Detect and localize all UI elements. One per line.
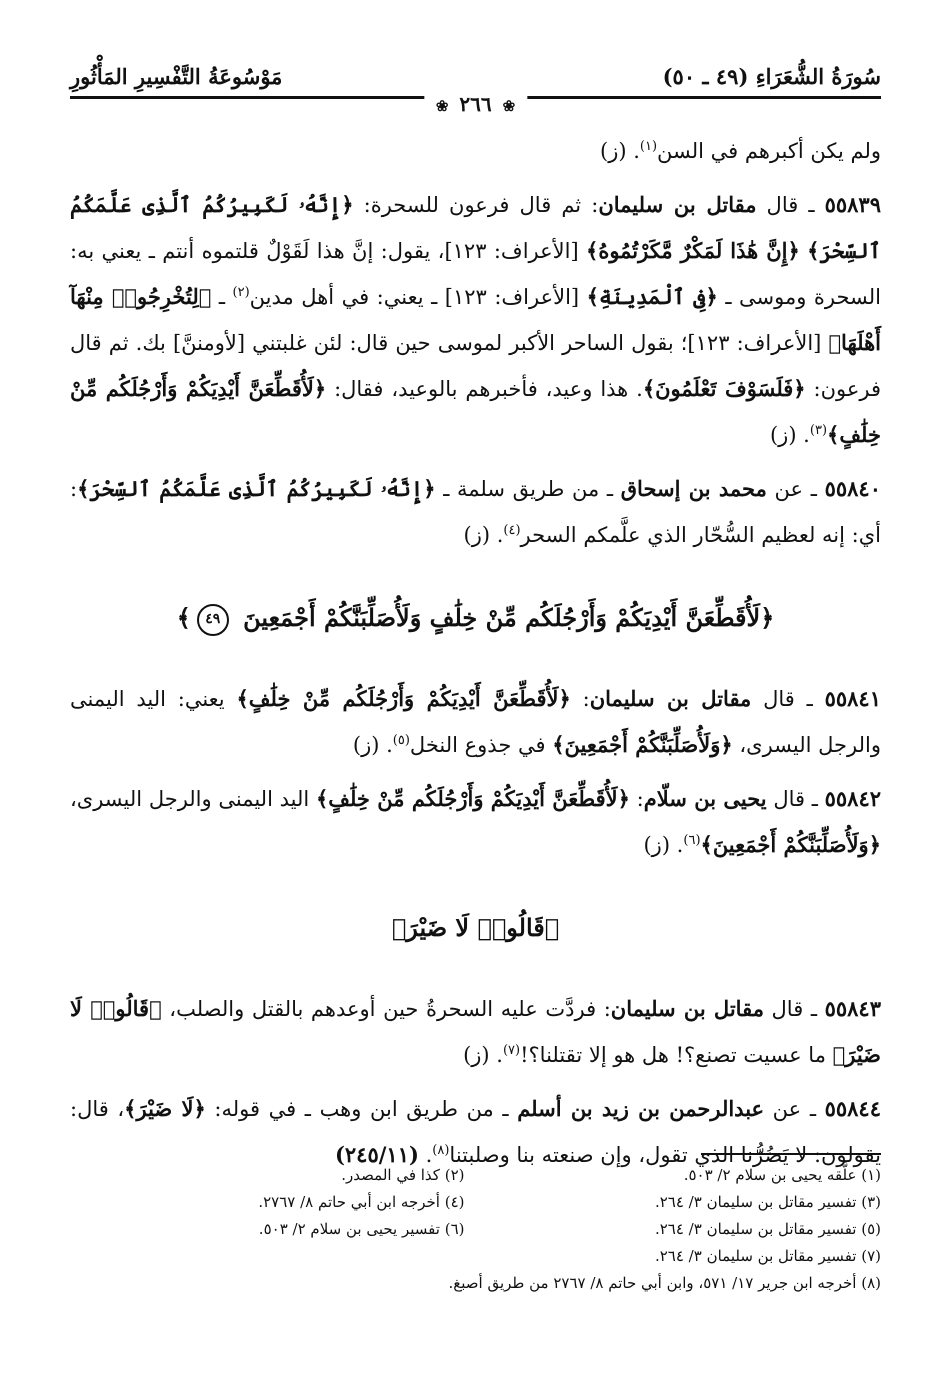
footnote-ref: (١) — [639, 139, 658, 154]
footnote-ref: (٤) — [503, 523, 521, 538]
text-segment: : — [570, 687, 590, 711]
quran-quote: ﴿لِتُخْرِجُوا۟ مِنْهَآ أَهْلَهَا﴾ — [70, 284, 881, 355]
ornament-icon: ❀ — [435, 97, 449, 115]
narrator-name: مقاتل بن سليمان — [598, 192, 757, 217]
text-segment: ـ عن — [766, 477, 825, 501]
narration-55842 — [70, 776, 881, 868]
narration-number: ٥٥٨٤٢ — [824, 786, 882, 811]
quran-quote: ﴿وَلَأُصَلِّبَنَّكُمْ أَجْمَعِينَ﴾ — [552, 732, 733, 757]
quran-quote: ﴿لَأُقَطِّعَنَّ أَيْدِيَكُمْ وَأَرْجُلَكُم مِّنْ خِلَٰفٍ﴾ — [236, 686, 571, 711]
text-segment: اليد اليمنى والرجل اليسرى، — [70, 787, 316, 811]
narration-number: ٥٥٨٤٤ — [824, 1096, 881, 1121]
surah-title: سُورَةُ الشُّعَرَاءِ (٤٩ ـ ٥٠) — [662, 64, 881, 89]
paragraph-continuation — [70, 128, 881, 174]
footnote-ref: (٨) — [432, 1143, 450, 1158]
text-segment: ـ من طريق سلمة ـ — [435, 477, 621, 501]
verse-text: ﴿قَالُوا۟ لَا ضَيْرَ﴾ — [391, 913, 560, 942]
text-segment: . هذا وعيد، فأخبرهم بالوعيد، فقال: — [326, 377, 643, 401]
verse-heading-49 — [70, 596, 881, 640]
footnote-ref: (٢) — [232, 285, 250, 300]
footnote-7: (٧) تفسير مقاتل بن سليمان ٣/ ٢٦٤. — [654, 1247, 881, 1265]
narration-55840 — [70, 466, 881, 558]
text-segment: [الأعراف: ١٢٣] ـ يعني: في أهل مدين — [249, 285, 587, 309]
footnote-ref: (٦) — [683, 833, 701, 848]
text-segment: ـ قال — [756, 193, 825, 217]
narration-55839 — [70, 182, 881, 458]
verse-heading-50 — [70, 906, 881, 950]
quran-quote: ﴿لَأُقَطِّعَنَّ أَيْدِيَكُمْ وَأَرْجُلَكُم مِّنْ خِلَٰفٍ﴾ — [70, 376, 881, 447]
quran-quote: ﴿وَلَأُصَلِّبَنَّكُمْ أَجْمَعِينَ﴾ — [700, 832, 881, 857]
book-title: مَوْسُوعَةُ التَّفْسِيرِ المَأْثُورِ — [70, 64, 283, 89]
ornament-icon: ❀ — [502, 97, 516, 115]
narration-55841 — [70, 676, 881, 768]
footnote-3: (٣) تفسير مقاتل بن سليمان ٣/ ٢٦٤. — [654, 1193, 881, 1211]
text-segment: ـ قال — [763, 997, 825, 1021]
volume-reference: (٢٤٥/١١) — [334, 1142, 419, 1167]
narrator-name: عبدالرحمن بن زيد بن أسلم — [517, 1096, 765, 1121]
quran-quote: ﴿قَالُوا۟ لَا ضَيْرَ﴾ — [70, 996, 881, 1067]
page-number-box — [424, 92, 527, 116]
footnote-6: (٦) تفسير يحيى بن سلام ٢/ ٥٠٣. — [258, 1220, 465, 1238]
ayah-number-badge: ٤٩ — [197, 604, 229, 636]
text-segment: : فردَّت عليه السحرةُ حين أوعدهم بالقتل والصلب، — [161, 997, 611, 1021]
footnote-4: (٤) أخرجه ابن أبي حاتم ٨/ ٢٧٦٧. — [258, 1193, 465, 1211]
quran-quote: ﴿فَلَسَوْفَ تَعْلَمُونَ﴾ — [642, 376, 806, 401]
narrator-name: مقاتل بن سليمان — [589, 686, 752, 711]
main-text — [70, 128, 881, 1186]
verse-text: ﴿لَأُقَطِّعَنَّ أَيْدِيَكُمْ وَأَرْجُلَكُم مِّنْ خِلَٰفٍ وَلَأُصَلِّبَنَّكُمْ أَجْمَعِينَ — [243, 603, 775, 632]
text-segment: : أي: إنه لعظيم السُّحّار الذي علَّمكم السحر — [70, 477, 881, 547]
text-segment: . — [418, 1143, 433, 1167]
footnote-grid — [70, 1162, 881, 1270]
quran-quote: ﴿إِنَّ هَٰذَا لَمَكْرٌ مَّكَرْتُمُوهُ﴾ — [586, 238, 800, 263]
footnote-5: (٥) تفسير مقاتل بن سليمان ٣/ ٢٦٤. — [654, 1220, 881, 1238]
text-segment: : — [629, 787, 644, 811]
narration-number: ٥٥٨٤١ — [824, 686, 881, 711]
footnote-1: (١) علَّقه يحيى بن سلام ٢/ ٥٠٣. — [683, 1166, 881, 1184]
quran-quote: ﴿فِى ٱلْمَدِينَةِ﴾ — [586, 284, 718, 309]
text-segment: ـ — [211, 285, 233, 309]
text-segment: ـ عن — [764, 1097, 825, 1121]
footnotes — [70, 1162, 881, 1297]
quran-quote: ﴿لَا ضَيْرَ﴾ — [124, 1096, 206, 1121]
text-segment: [الأعراف: ١٢٣]؛ بقول الساحر الأكبر لموسى حين قال: لئن غلبتني [لأومننَّ] بك. ثم قال فرعون: — [70, 331, 882, 401]
text-segment: [الأعراف: ١٢٣]، يقول: إنَّ هذا لَقَوْلٌ قلتموه أنتم ـ يعني به: السحرة وموسى ـ — [70, 239, 881, 309]
verse-bracket: ﴾ — [176, 603, 191, 632]
text-segment: في جذوع النخل — [409, 733, 553, 757]
footnote-8: (٨) أخرجه ابن جرير ١٧/ ٥٧١، وابن أبي حاتم ٨/ ٢٧٦٧ من طريق أصبغ. — [448, 1274, 881, 1292]
text-segment: ما عسيت تصنع؟! هل هو إلا تقتلنا؟! — [520, 1043, 833, 1067]
footnote-ref: (٣) — [809, 423, 828, 438]
quran-quote: ﴿لَأُقَطِّعَنَّ أَيْدِيَكُمْ وَأَرْجُلَكُم مِّنْ خِلَٰفٍ﴾ — [315, 786, 630, 811]
page-number: ٢٦٦ — [459, 92, 492, 116]
text-segment: : ثم قال فرعون للسحرة: — [353, 193, 599, 217]
footnote-2: (٢) كذا في المصدر. — [341, 1166, 465, 1184]
narrator-name: مقاتل بن سليمان — [610, 996, 764, 1021]
footnote-separator — [701, 1153, 881, 1155]
text-segment: . (ز) — [352, 733, 393, 757]
page-header — [70, 50, 881, 120]
narration-number: ٥٥٨٤٣ — [824, 996, 881, 1021]
text-segment: . (ز) — [463, 523, 504, 547]
text-segment: ولم يكن أكبرهم في السن — [657, 139, 881, 163]
text-segment: ـ قال — [751, 687, 825, 711]
text-segment: يعني: اليد اليمنى والرجل اليسرى، — [70, 687, 881, 757]
quran-quote: ﴿إِنَّهُۥ لَكَبِيرُكُمُ ٱلَّذِى عَلَّمَكُمُ ٱلسِّحْرَ﴾ — [70, 192, 881, 263]
text-segment: . (ز) — [463, 1043, 503, 1067]
text-segment: . (ز) — [769, 423, 810, 447]
text-segment: ـ من طريق ابن وهب ـ في قوله: — [205, 1097, 518, 1121]
narrator-name: يحيى بن سلّام — [643, 786, 767, 811]
text-segment: ، قال: يقولون: لا يَضُرُّنا الذي تقول، وإن صنعته بنا وصلبتنا — [70, 1097, 881, 1167]
text-segment: . (ز) — [643, 833, 684, 857]
footnote-ref: (٧) — [502, 1043, 521, 1058]
narration-number: ٥٥٨٣٩ — [824, 192, 881, 217]
text-segment: . (ز) — [600, 139, 640, 163]
narrator-name: محمد بن إسحاق — [620, 476, 767, 501]
text-segment: ـ قال — [766, 787, 825, 811]
footnote-empty — [70, 1243, 465, 1270]
narration-55843 — [70, 986, 881, 1078]
narration-number: ٥٥٨٤٠ — [824, 476, 881, 501]
footnote-ref: (٥) — [392, 733, 410, 748]
quran-quote: ﴿إِنَّهُۥ لَكَبِيرُكُمُ ٱلَّذِى عَلَّمَكُمُ ٱلسِّحْرَ﴾ — [77, 476, 436, 501]
